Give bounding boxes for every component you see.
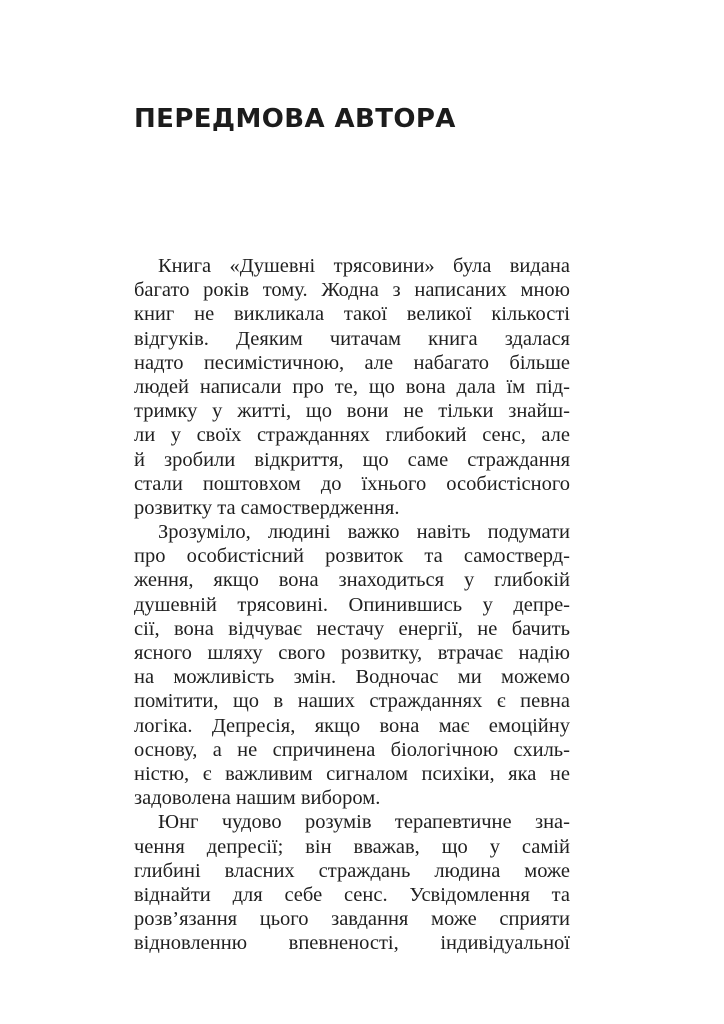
text-line: на можливість змін. Водночас ми можемо: [134, 666, 570, 689]
text-line: й зробили відкриття, що саме страждання: [134, 448, 570, 471]
text-line: задоволена нашим вибором.: [134, 787, 381, 810]
text-line: глибині власних страждань людина може: [134, 859, 570, 882]
text-line: ясного шляху свого розвитку, втрачає надію: [134, 642, 570, 664]
text-line: ли у своїх стражданнях глибокий сенс, але: [134, 424, 570, 447]
text-line: ністю, є важливим сигналом психіки, яка не: [134, 762, 570, 785]
text-line: відгуків. Деяким читачам книга здалася: [134, 327, 570, 350]
text-line: розвитку та самоствердження.: [134, 496, 400, 519]
text-line: основу, а не спричинена біологічною схиль-: [134, 738, 570, 761]
text-line: сії, вона відчуває нестачу енергії, не бачить: [134, 617, 570, 640]
text-line: душевній трясовині. Опинившись у депре-: [134, 593, 570, 616]
text-line: Книга «Душевні трясовини» була видана: [158, 255, 570, 277]
text-line: тримку у житті, що вони не тільки знайш-: [134, 400, 570, 423]
text-line: помітити, що в наших стражданнях є певна: [134, 690, 570, 713]
text-line: відновленню впевненості, індивідуальної: [134, 932, 570, 955]
chapter-title: ПЕРЕДМОВА АВТОРА: [134, 104, 456, 134]
text-line: чення депресії; він вважав, що у самій: [134, 835, 570, 858]
text-line: людей написали про те, що вона дала їм під-: [134, 375, 570, 398]
text-line: Юнг чудово розумів терапевтичне зна-: [158, 811, 570, 834]
text-line: книг не викликала такої великої кількості: [134, 303, 570, 326]
body-text: [134, 254, 570, 955]
text-line: розв’язання цього завдання може сприяти: [134, 908, 570, 931]
text-line: Зрозуміло, людині важко навіть подумати: [158, 521, 570, 544]
text-line: надто песимістичною, але набагато більше: [134, 351, 570, 374]
text-line: ження, якщо вона знаходиться у глибокій: [134, 569, 570, 592]
text-line: віднайти для себе сенс. Усвідомлення та: [134, 883, 570, 906]
text-line: багато років тому. Жодна з написаних мною: [134, 279, 570, 302]
text-line: логіка. Депресія, якщо вона має емоційну: [134, 714, 570, 737]
text-line: про особистісний розвиток та самостверд-: [134, 545, 570, 568]
text-line: стали поштовхом до їхнього особистісного: [134, 472, 570, 495]
